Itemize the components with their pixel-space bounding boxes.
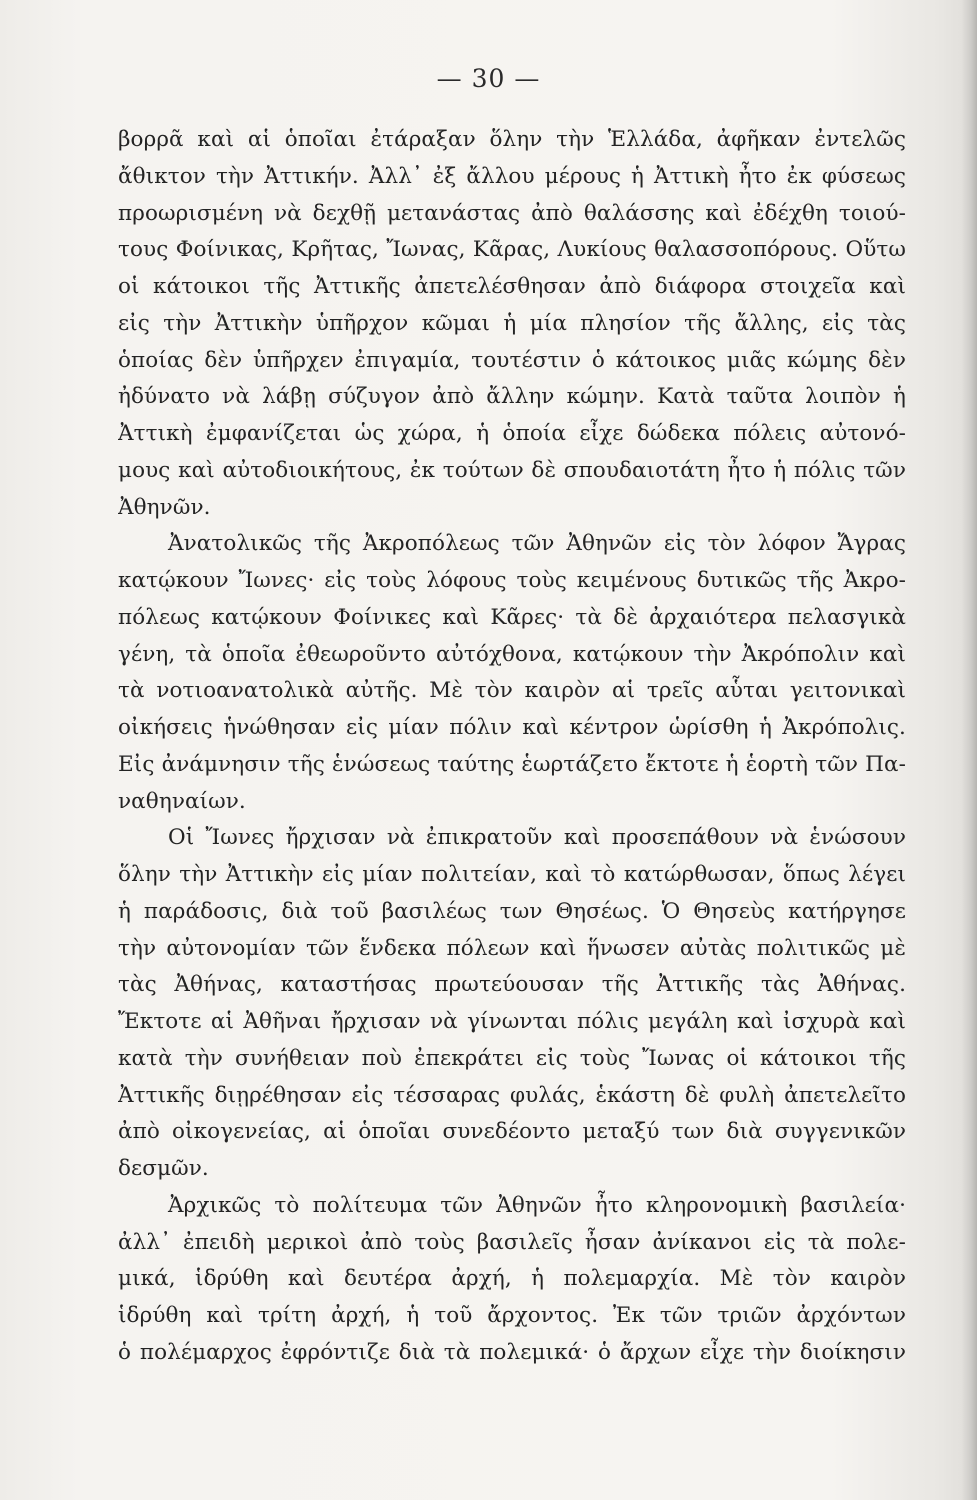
text-line: ἠδύνατο νὰ λάβῃ σύζυγον ἀπὸ ἄλλην κώμην. Κατὰ ταῦτα λοιπὸν ἡ	[118, 384, 906, 410]
text-line: Ἀρχικῶς τὸ πολίτευμα τῶν Ἀθηνῶν ἦτο κληρονομικὴ βασιλεία·	[168, 1192, 906, 1218]
body-text	[118, 122, 906, 1372]
text-line: ἡ παράδοσις, διὰ τοῦ βασιλέως των Θησέως. Ὁ Θησεὺς κατήργησε	[118, 898, 906, 924]
text-line: ναθηναίων.	[118, 788, 246, 814]
text-line: τὰς Ἀθήνας, καταστήσας πρωτεύουσαν τῆς Ἀττικῆς τὰς Ἀθήνας.	[118, 972, 906, 998]
text-line: μους καὶ αὐτοδιοικήτους, ἐκ τούτων δὲ σπουδαιοτάτη ἦτο ἡ πόλις τῶν	[118, 457, 906, 483]
text-line: ἄθικτον τὴν Ἀττικήν. Ἀλλ᾽ ἐξ ἄλλου μέρους ἡ Ἀττικὴ ἦτο ἐκ φύσεως	[118, 163, 906, 189]
text-line: Εἰς ἀνάμνησιν τῆς ἑνώσεως ταύτης ἑωρτάζετο ἔκτοτε ἡ ἑορτὴ τῶν Πα-	[118, 751, 906, 777]
text-line: πόλεως κατῴκουν Φοίνικες καὶ Κᾶρες· τὰ δὲ ἀρχαιότερα πελασγικὰ	[118, 604, 906, 630]
text-line: Ἔκτοτε αἱ Ἀθῆναι ἤρχισαν νὰ γίνωνται πόλις μεγάλη καὶ ἰσχυρὰ καὶ	[118, 1009, 906, 1034]
text-line: προωρισμένη νὰ δεχθῇ μετανάστας ἀπὸ θαλάσσης καὶ ἐδέχθη τοιού-	[118, 200, 906, 226]
text-line: κατὰ τὴν συνήθειαν ποὺ ἐπεκράτει εἰς τοὺς Ἴωνας οἱ κάτοικοι τῆς	[118, 1045, 906, 1071]
text-line: Ἀθηνῶν.	[118, 494, 211, 520]
text-line: τὴν αὐτονομίαν τῶν ἕνδεκα πόλεων καὶ ἥνωσεν αὐτὰς πολιτικῶς μὲ	[118, 935, 906, 961]
text-line: Ἀττικῆς διῃρέθησαν εἰς τέσσαρας φυλάς, ἑκάστη δὲ φυλὴ ἀπετελεῖτο	[118, 1082, 906, 1108]
text-line: κατῴκουν Ἴωνες· εἰς τοὺς λόφους τοὺς κειμένους δυτικῶς τῆς Ἀκρο-	[118, 568, 906, 593]
text-line: ὁποίας δὲν ὑπῆρχεν ἐπιγαμία, τουτέστιν ὁ κάτοικος μιᾶς κώμης δὲν	[118, 347, 906, 373]
text-line: οἱ κάτοικοι τῆς Ἀττικῆς ἀπετελέσθησαν ἀπὸ διάφορα στοιχεῖα καὶ	[118, 274, 906, 299]
page-number: — 30 —	[436, 64, 541, 93]
text-line: ἀλλ᾽ ἐπειδὴ μερικοὶ ἀπὸ τοὺς βασιλεῖς ἦσαν ἀνίκανοι εἰς τὰ πολε-	[118, 1229, 906, 1255]
text-line: εἰς τὴν Ἀττικὴν ὑπῆρχον κῶμαι ἡ μία πλησίον τῆς ἄλλης, εἰς τὰς	[118, 310, 906, 336]
text-line: οἰκήσεις ἡνώθησαν εἰς μίαν πόλιν καὶ κέντρον ὡρίσθη ἡ Ἀκρόπολις.	[118, 715, 906, 740]
text-line: βορρᾶ καὶ αἱ ὁποῖαι ἐτάραξαν ὅλην τὴν Ἑλλάδα, ἀφῆκαν ἐντελῶς	[118, 127, 906, 152]
text-line: Οἱ Ἴωνες ἤρχισαν νὰ ἐπικρατοῦν καὶ προσεπάθουν νὰ ἑνώσουν	[168, 825, 906, 851]
text-line: τους Φοίνικας, Κρῆτας, Ἴωνας, Κᾶρας, Λυκίους θαλασσοπόρους. Οὕτω	[118, 237, 906, 263]
text-line: Ἀττικὴ ἐμφανίζεται ὡς χώρα, ἡ ὁποία εἶχε δώδεκα πόλεις αὐτονό-	[118, 421, 906, 446]
text-line: δεσμῶν.	[118, 1156, 209, 1181]
text-line: μικά, ἱδρύθη καὶ δευτέρα ἀρχή, ἡ πολεμαρχία. Μὲ τὸν καιρὸν	[118, 1266, 906, 1292]
text-line: ὅλην τὴν Ἀττικὴν εἰς μίαν πολιτείαν, καὶ τὸ κατώρθωσαν, ὅπως λέγει	[118, 862, 906, 887]
text-line: ἀπὸ οἰκογενείας, αἱ ὁποῖαι συνεδέοντο μεταξύ των διὰ συγγενικῶν	[118, 1119, 906, 1145]
text-line: γένη, τὰ ὁποῖα ἐθεωροῦντο αὐτόχθονα, κατῴκουν τὴν Ἀκρόπολιν καὶ	[118, 641, 906, 667]
text-line: τὰ νοτιοανατολικὰ αὐτῆς. Μὲ τὸν καιρὸν αἱ τρεῖς αὗται γειτονικαὶ	[118, 678, 906, 704]
text-line: ἱδρύθη καὶ τρίτη ἀρχή, ἡ τοῦ ἄρχοντος. Ἐκ τῶν τριῶν ἀρχόντων	[118, 1303, 906, 1328]
page-edge-shadow	[961, 0, 977, 1500]
text-line: ὁ πολέμαρχος ἐφρόντιζε διὰ τὰ πολεμικά· ὁ ἄρχων εἶχε τὴν διοίκησιν	[118, 1339, 906, 1365]
text-line: Ἀνατολικῶς τῆς Ἀκροπόλεως τῶν Ἀθηνῶν εἰς τὸν λόφον Ἄγρας	[168, 531, 906, 557]
